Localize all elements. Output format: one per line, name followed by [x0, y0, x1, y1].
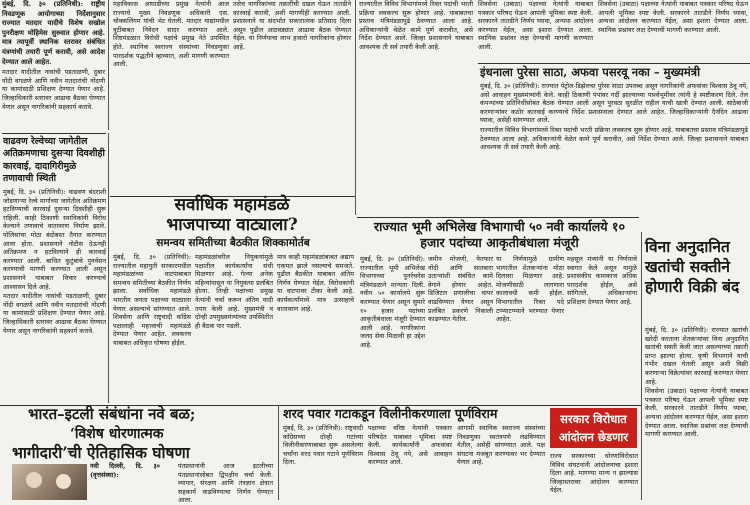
top-left-story	[2, 0, 105, 133]
vadhvan-headline: वाढवण रेल्वेच्या जागेतील अतिक्रमणाचा दुसऱ्या दिवशीही कारवाई, दादागिरीमुळे तणावाची स्थिती	[3, 136, 105, 184]
mahamandal-headline-1: सर्वाधिक महामंडळे	[174, 195, 290, 215]
bharat-italy-text	[178, 462, 273, 505]
bhumi-col4	[567, 255, 637, 403]
top-col4-text: राज्यातील विविध विभागांमध्ये रिक्त पदांची भरती प्रक्रिया लवकरच सुरू होणार आहे. याबाबतचा प्रस्ताव मंत्रिमंडळापुढे ठेवण्यात आला आहे. अधिकाऱ्यांनी वेळेत कामे पूर्ण करावीत, असे निर्देश देण्यात आले. जिल्हा प्रशासनाने याबाबत आवश्यक ती सर्व तयारी केली आहे.	[359, 0, 473, 51]
pawar-col1	[283, 424, 363, 500]
top-col4-story	[359, 0, 473, 205]
pawar-col1-text: मुंबई, दि. ३० (प्रतिनिधी): राष्ट्रवादी काँग्रेसच्या दोन्ही गटांच्या विलीनीकरणाबाबत सुरू असलेल्या चर्चांना शरद पवार गटाने पूर्णविराम दिला.	[283, 424, 363, 467]
mahamandal-col3-text: मात्र काही महामंडळांबाबत अद्याप एकमत झाले नसल्याचे समजते. पुढील बैठकीत याबाबत अंतिम निर्णय घेण्यात येईल. विरोधकांनी या वाटपावर टीका केली आहे. कार्यकर्त्यांमध्ये मात्र उत्साहाचे वातावरण आहे.	[277, 253, 354, 313]
bharat-italy-body: पंतप्रधानांनी आज इटलीच्या पंतप्रधानांसोबत द्विपक्षीय चर्चा केली. व्यापार, संरक्षण आणि तंत्रज्ञान क्षेत्रात सहकार्य वाढविण्याचा निर्णय घेण्यात आला.	[178, 462, 273, 505]
mahamandal-col2-text: महामंडळांवरील नियुक्त्यांमुळे पक्षातील कार्यकर्त्यांना संधी मिळणार आहे. गेल्या अनेक महिन्यांपासून या नियुक्त्या प्रलंबित होत्या. तिन्ही पक्षांच्या प्रमुख नेत्यांनी चर्चा करून अंतिम यादी तयार केली आहे. मुख्यमंत्री व दोन्ही उपमुख्यमंत्र्यांच्या उपस्थितीत ही बैठक पार पडली.	[195, 253, 273, 330]
indhana-text	[480, 82, 748, 232]
col-divider	[641, 232, 642, 500]
vina-body-cont: शिवसेना (उबाठा) पक्षाच्या नेत्यांनी याबाबत पत्रकार परिषद घेऊन आपली भूमिका स्पष्ट केली. सरकारने तातडीने निर्णय घ्यावा, अन्यथा आंदोलन करण्यात येईल, असा इशारा देण्यात आला. स्थानिक प्रश्नांवर लक्ष देण्याची मागणी करण्यात आली.	[645, 387, 748, 439]
top-col3-text: तसेच नागरिकांच्या तक्रारींची दखल घेऊन तातडीने कारवाई करावी, अशी मागणीही करण्यात आली. प्रशासनाने या संदर्भात सकारात्मक प्रतिसाद दिला असून पुढील आठवड्यात आढावा बैठक घेण्यात येईल. या निर्णयाचा लाभ हजारो नागरिकांना होणार आहे.	[233, 0, 351, 51]
mahamandal-headline-2: भाजपाच्या वाट्याला?	[166, 215, 298, 235]
bharat-italy-sub-1: ‘विशेष धोरणात्मक	[70, 426, 164, 442]
indhana-body-cont: राज्यातील विविध विभागांमध्ये रिक्त पदांची भरती प्रक्रिया लवकरच सुरू होणार आहे. याबाबतचा प्रस्ताव मंत्रिमंडळापुढे ठेवण्यात आला आहे. अधिकाऱ्यांनी वेळेत कामे पूर्ण करावीत, असे निर्देश देण्यात आले. जिल्हा प्रशासनाने याबाबत आवश्यक ती सर्व तयारी केली आहे.	[480, 125, 748, 152]
bharat-italy-photo	[12, 464, 87, 500]
vadhvan-body: मुंबई, दि. ३० (प्रतिनिधी): वाढवण बंदराशी जोडणाऱ्या रेल्वे मार्गाच्या जागेतील अतिक्रमण हटविण्याची कारवाई दुसऱ्या दिवशीही सुरू राहिली. काही ठिकाणी स्थानिकांनी विरोध केल्याने तणावाचे वातावरण निर्माण झाले. पोलिसांचा मोठा बंदोबस्त तैनात करण्यात आला होता. प्रशासनाने नोटीस देऊनही अतिक्रमण न हटविल्याने ही कारवाई करण्यात आली. बाधित कुटुंबांचे पुनर्वसन करण्याची मागणी करण्यात आली असून प्रशासनाने याबाबत विचार करण्याचे आश्वासन दिले आहे.	[3, 188, 106, 291]
top-left-lead: मुंबई, दि. ३० (प्रतिनिधी): राष्ट्रीय निवडणूक आयोगाच्या निर्देशानुसार राज्यात मतदार यादीचे विशेष सखोल पुनरीक्षण मोहिमेस सुरुवात होणार आहे. मात्र त्यापूर्वी स्थानिक स्तरावर संबंधित यंत्रणांची तयारी पूर्ण करावी, असे आदेश देण्यात आले आहेत.	[2, 0, 105, 66]
indhana-headline: इंधनाला पुरेसा साठा, अफवा पसरवू नका – मुख्यमंत्री	[480, 65, 701, 79]
portrait-figure-2	[56, 474, 71, 489]
vadhvan-text	[3, 188, 106, 402]
bhumi-col3-text: या निर्णयामुळे ग्रामीण भागातील शेतकऱ्यांना मोठा दिलासा मिळणार आहे. मोजणीसाठी लागणारा कालावधी कमी होईल. विभागातील रिक्त पदे टप्प्याटप्प्याने भरण्यात येणार आहेत.	[496, 255, 564, 324]
col-divider	[108, 0, 109, 130]
top-left-text: मतदार यादीतील नावांची पडताळणी, दुबार नोंदी वगळणे आणि नवीन मतदारांची नोंदणी या कामांसाठी प्रशिक्षण देण्यात येणार आहे. जिल्हाधिकारी स्तरावर आढावा बैठका घेण्यात येणार असून नागरिकांनी सहकार्य करावे.	[2, 68, 105, 111]
sarkar-text	[550, 452, 638, 500]
top-far-right-text: शिवसेना (उबाठा) पक्षाच्या नेत्यांनी याबाबत पत्रकार परिषद घेऊन आपली भूमिका स्पष्ट केली. सरकारने तातडीने निर्णय घ्यावा, अन्यथा आंदोलन करण्यात येईल, असा इशारा देण्यात आला. स्थानिक प्रश्नांवर लक्ष देण्याची मागणी करण्यात आली.	[598, 0, 748, 34]
bharat-italy-dateline: नवी दिल्ली, दि. ३० (वृत्तसंस्था):	[90, 462, 160, 479]
sarkar-banner-line-2: आंदोलन छेडणार	[558, 430, 629, 444]
section-rule	[2, 133, 106, 134]
bhumi-col1-text: मुंबई, दि. ३० (प्रतिनिधी): राज्यातील भूमी अभिलेख विभागाच्या पुनर्रचनेस मंत्रिमंडळाने मान्यता दिली. नवीन ५० कार्यालये सुरू करण्यात येणार असून सुमारे १० हजार पदांच्या आकृतीबंधाला मंजूरी देण्यात आली आहे. नागरिकांना जलद सेवा मिळावी हा उद्देश आहे.	[360, 255, 425, 349]
col-divider	[355, 0, 356, 215]
pawar-col2	[368, 424, 452, 500]
bhumi-col1	[360, 255, 425, 403]
vina-text	[645, 326, 748, 500]
mahamandal-subhead: समन्वय समितीच्या बैठकीत शिक्कामोर्तब	[156, 237, 310, 249]
col-divider	[278, 405, 279, 500]
indhana-body: मुंबई, दि. ३० (प्रतिनिधी): राज्यात पेट्रोल-डिझेलचा पुरेसा साठा उपलब्ध असून नागरिकांनी अफवांवर विश्वास ठेवू नये, असे आवाहन मुख्यमंत्र्यांनी केले. काही ठिकाणी पंपांवर गर्दी झाल्याच्या पार्श्वभूमीवर त्यांनी हे स्पष्टीकरण दिले. तेल कंपन्यांच्या प्रतिनिधींसोबत बैठक घेण्यात आली असून पुरवठा सुरळीत राहील याची खात्री देण्यात आली. साठेबाजी करणाऱ्यांवर कठोर कारवाई करण्याचे निर्देश प्रशासनाला देण्यात आले आहेत. जिल्हाधिकाऱ्यांनी दैनंदिन आढावा घ्यावा, असेही सांगण्यात आले.	[480, 82, 748, 125]
top-right-text: शिवसेना (उबाठा) पक्षाच्या नेत्यांनी याबाबत पत्रकार परिषद घेऊन आपली भूमिका स्पष्ट केली. सरकारने तातडीने निर्णय घ्यावा, अन्यथा आंदोलन करण्यात येईल, असा इशारा देण्यात आला. स्थानिक प्रश्नांवर लक्ष देण्याची मागणी करण्यात आली.	[478, 0, 593, 51]
portrait-figure-1	[26, 472, 42, 488]
pawar-col3	[457, 424, 545, 500]
bharat-italy-sub-2: भागीदारी’ची ऐतिहासिक घोषणा	[12, 443, 190, 462]
sarkar-banner	[550, 408, 637, 448]
top-far-right-story	[598, 0, 748, 60]
vadhvan-body-cont: मतदार यादीतील नावांची पडताळणी, दुबार नोंदी वगळणे आणि नवीन मतदारांची नोंदणी या कामांसाठी प्रशिक्षण देण्यात येणार आहे. जिल्हाधिकारी स्तरावर आढावा बैठका घेण्यात येणार असून नागरिकांनी सहकार्य करावे.	[3, 292, 106, 335]
pawar-headline: शरद पवार गटाकडून विलीनीकरणाला पूर्णविराम	[283, 406, 498, 421]
bhumi-col2-text: जमीन मोजणी, फेरफार नोंदी आणि सातबारा उताऱ्यांशी संबंधित कामे वेगाने होणार आहेत. डिजिटल प्रणालीचा वापर वाढविण्यात येणार असून प्रलंबित प्रकरणे निकाली काढण्यात येतील.	[428, 255, 493, 324]
bhumi-col2	[428, 255, 493, 403]
top-right-story	[478, 0, 593, 60]
pawar-col2-text: पक्षाच्या वरिष्ठ नेत्यांनी पत्रकार परिषदेत याबाबत भूमिका स्पष्ट केली. कार्यकर्त्यांनी अफवांवर विश्वास ठेवू नये, असे आवाहन करण्यात आले.	[368, 424, 452, 467]
bhumi-col4-text: महसूल मंत्र्यांनी या निर्णयाचे स्वागत केले असून यामुळे प्रशासकीय कामकाज अधिक पारदर्शक होईल, असे सांगितले. अधिकाऱ्यांना प्रशिक्षण देण्यात येणार आहे.	[567, 255, 637, 306]
col-divider	[108, 133, 109, 403]
section-rule	[478, 63, 750, 64]
top-mid-story	[113, 0, 229, 135]
bharat-italy-dateline-block	[90, 462, 160, 500]
vina-headline: विना अनुदानित खतांची सक्तीने होणारी विक्री बंद	[645, 237, 740, 296]
bhumi-col3	[496, 255, 564, 403]
bhumi-headline: राज्यात भूमी अभिलेख विभागाची ५० नवी कार्यालये १० हजार पदांच्या आकृतीबंधाला मंजूरी	[373, 219, 626, 250]
mahamandal-col1-text: मुंबई, दि. ३० (प्रतिनिधी): राज्यातील महायुती सरकारमधील महामंडळांच्या वाटपाबाबत समन्वय समितीच्या बैठकीत निर्णय झाला. सर्वाधिक महामंडळे भारतीय जनता पक्षाच्या वाट्याला येणार असल्याचे सांगण्यात आले. शिवसेना आणि राष्ट्रवादी काँग्रेस पक्षालाही महत्त्वाची महामंडळे देण्यात येणार आहेत. लवकरच याबाबत अधिकृत घोषणा होईल.	[113, 253, 191, 347]
mahamandal-col3	[277, 253, 354, 403]
mahamandal-col1	[113, 253, 191, 403]
top-col3-story	[233, 0, 351, 135]
top-mid-text: महाविकास आघाडीच्या प्रमुख नेत्यांनी आज राज्याचे मुख्य निवडणूक अधिकारी एस. चोक्कलिंगम यांची भेट घेतली. मतदार याद्यांमधील त्रुटींबाबत निवेदन सादर करण्यात आले. शिष्टमंडळात विरोधी पक्षांचे प्रमुख नेते उपस्थित होते. स्थानिक स्वराज्य संस्थांच्या निवडणुका पारदर्शक पद्धतीने व्हाव्यात, अशी मागणी करण्यात आली.	[113, 0, 229, 69]
vina-body: मुंबई, दि. ३० (प्रतिनिधी): राज्यात खतांची खरेदी करताना शेतकऱ्यांवर विना अनुदानित खतांची सक्ती केली जात असल्याच्या तक्रारी प्राप्त झाल्या होत्या. कृषी विभागाने याची गंभीर दखल घेतली असून अशी विक्री करणाऱ्या विक्रेत्यांवर कारवाई करण्यात येणार आहे.	[645, 326, 748, 386]
pawar-col3-text: आगामी स्थानिक स्वराज्य संस्थांच्या निवडणुका स्वतंत्रपणे लढविण्यात येतील, असेही सांगण्यात आले. पक्ष संघटना मजबूत करण्यावर भर देण्यात येणार आहे.	[457, 424, 545, 467]
section-rule	[357, 217, 639, 218]
sarkar-body: राज्य सरकारच्या धोरणांविरोधात विविध संघटनांनी आंदोलनाचा इशारा दिला आहे. मागण्या मान्य न झाल्यास जिल्हास्तरावर आंदोलन करण्यात येईल.	[550, 452, 638, 495]
sarkar-banner-line-1: सरकार विरोधात	[560, 412, 627, 426]
mahamandal-col2	[195, 253, 273, 403]
bharat-italy-headline: भारत–इटली संबंधांना नवे बळ;	[28, 405, 196, 423]
